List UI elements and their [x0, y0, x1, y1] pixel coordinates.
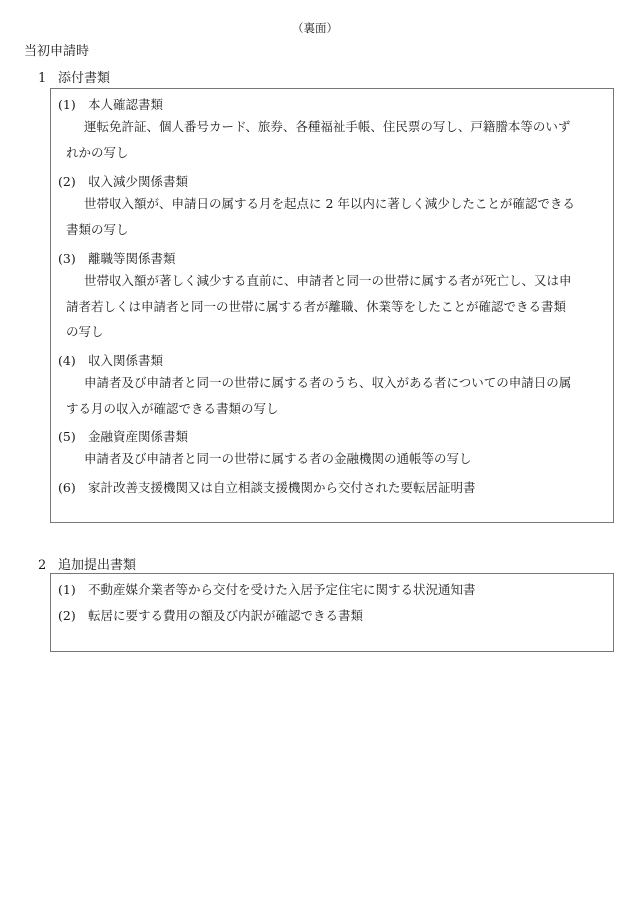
item-heading: 収入減少関係書類 [88, 174, 189, 189]
item-number: (4) [58, 353, 76, 368]
item-heading: 収入関係書類 [88, 353, 164, 368]
item-line: 申請者及び申請者と同一の世帯に属する者のうち、収入がある者についての申請日の属 [84, 375, 572, 390]
item-number: (2) [58, 174, 76, 189]
item-income-heading [58, 351, 163, 369]
item-relocation-certificate [58, 478, 476, 496]
page-side-note: （裏面） [292, 21, 338, 35]
item-line: 世帯収入額が、申請日の属する月を起点に 2 年以内に著しく減少したことが確認できる [84, 196, 575, 211]
item-number: (3) [58, 251, 76, 266]
item-identity-body [58, 114, 610, 165]
item-financial-assets-heading [58, 427, 188, 445]
item-line: 世帯収入額が著しく減少する直前に、申請者と同一の世帯に属する者が死亡し、又は申 [84, 273, 572, 288]
section-number: 2 [38, 558, 47, 573]
item-line: 申請者及び申請者と同一の世帯に属する者の金融機関の通帳等の写し [84, 451, 472, 466]
section-2-title [38, 554, 136, 573]
item-line: 書類の写し [66, 221, 129, 237]
item-identity-heading [58, 95, 163, 113]
item-number: (1) [58, 582, 76, 597]
item-heading: 本人確認書類 [88, 97, 164, 112]
item-moving-cost-breakdown [58, 606, 363, 624]
page-title: 当初申請時 [24, 44, 90, 59]
item-line: れかの写し [66, 144, 129, 160]
attached-documents-box [50, 88, 614, 523]
additional-documents-box [50, 573, 614, 652]
item-heading: 家計改善支援機関又は自立相談支援機関から交付された要転居証明書 [88, 480, 476, 495]
item-job-loss-body [58, 268, 610, 345]
item-number: (2) [58, 608, 76, 623]
item-line: 運転免許証、個人番号カード、旅券、各種福祉手帳、住民票の写し、戸籍謄本等のいず [84, 119, 571, 134]
item-line: する月の収入が確認できる書類の写し [66, 400, 279, 416]
item-income-decrease-heading [58, 172, 188, 190]
section-number: 1 [38, 71, 47, 86]
item-heading: 金融資産関係書類 [88, 429, 189, 444]
item-line: の写し [66, 324, 104, 339]
item-income-body [58, 370, 610, 421]
item-housing-status-notice [58, 580, 476, 598]
item-number: (6) [58, 480, 76, 495]
item-financial-assets-body [58, 446, 610, 472]
item-income-decrease-body [58, 191, 610, 242]
item-heading: 離職等関係書類 [88, 251, 176, 266]
section-1-title [38, 67, 110, 86]
section-label: 追加提出書類 [58, 558, 137, 573]
section-label: 添付書類 [58, 71, 111, 86]
item-number: (5) [58, 429, 76, 444]
item-number: (1) [58, 97, 76, 112]
item-job-loss-heading [58, 249, 176, 267]
item-heading: 転居に要する費用の額及び内訳が確認できる書類 [88, 608, 364, 623]
item-line: 請者若しくは申請者と同一の世帯に属する者が離職、休業等をしたことが確認できる書類 [66, 298, 567, 314]
item-heading: 不動産媒介業者等から交付を受けた入居予定住宅に関する状況通知書 [88, 582, 476, 597]
